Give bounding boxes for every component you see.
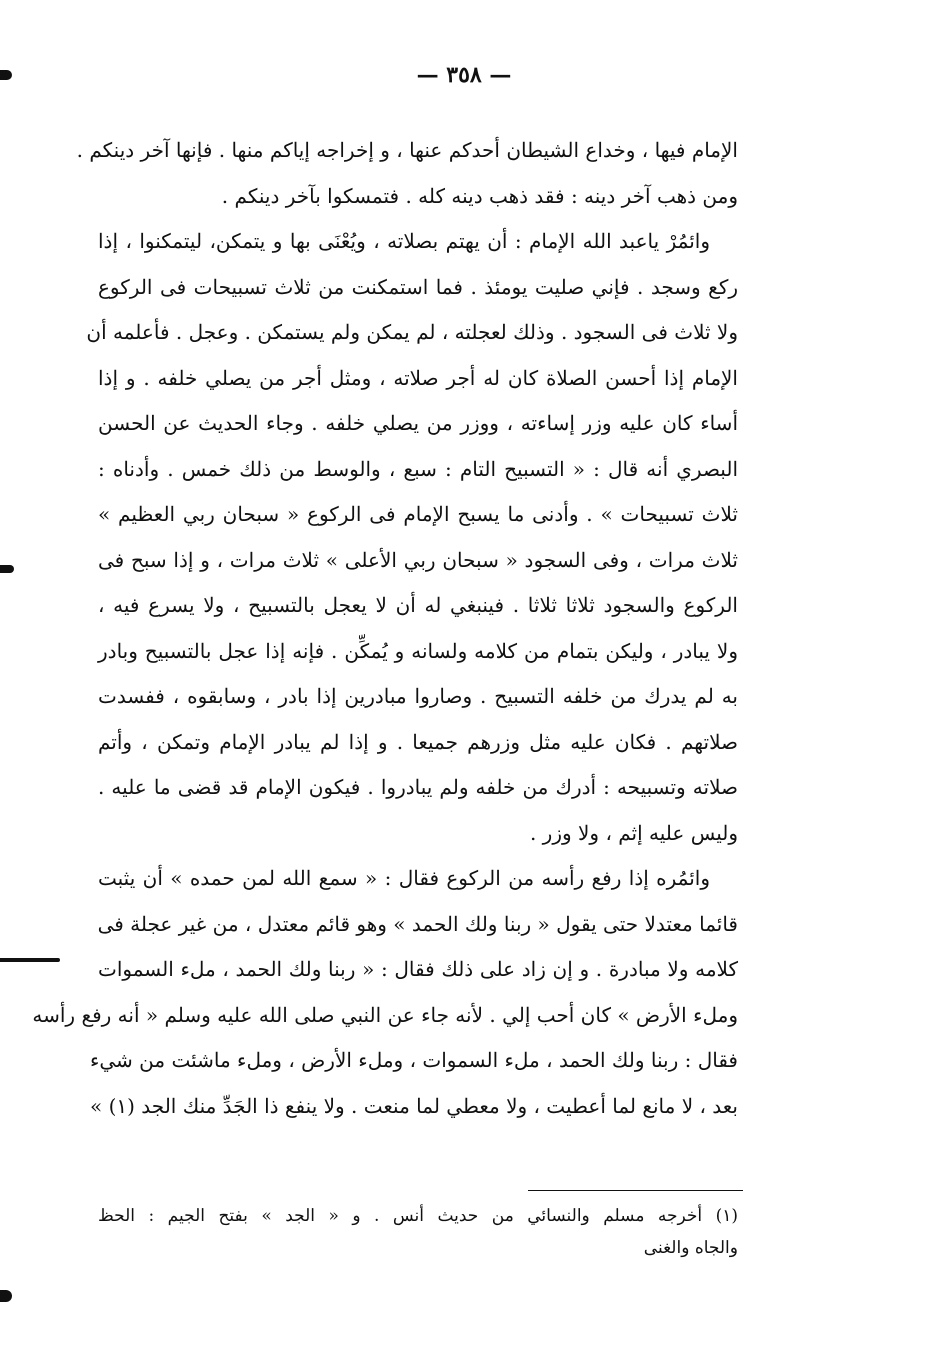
- scan-edge-mark: [0, 1290, 12, 1302]
- text-line: كلامه ولا مبادرة . و إن زاد على ذلك فقال : « ربنا ولك الحمد ، ملء السموات: [98, 957, 738, 981]
- scan-edge-mark: [0, 70, 12, 80]
- text-line: أساء كان عليه وزر إساءته ، ووزر من يصلي خلفه . وجاء الحديث عن الحسن: [98, 411, 738, 435]
- footnote-line: (١) أخرجه مسلم والنسائي من حديث أنس . و « الجد » بفتح الجيم : الحظ: [98, 1206, 738, 1226]
- text-line: وائمُرْ ياعبد الله الإمام : أن يهتم بصلاته ، ويُعْنَى بها و يتمكن، ليتمكنوا ، إذا: [98, 229, 710, 253]
- main-text: [32, 128, 738, 1129]
- text-line: الركوع والسجود ثلاثا ثلاثا . فينبغي له أن لا يعجل بالتسبيح ، ولا يسرع فيه ،: [98, 593, 738, 617]
- text-line: ومن ذهب آخر دينه : فقد ذهب دينه كله . فتمسكوا بآخر دينكم .: [221, 183, 738, 208]
- text-line: صلاته وتسبيحه : أدرك من خلفه ولم يبادروا . فيكون الإمام قد قضى ما عليه .: [98, 775, 738, 799]
- text-line: الإمام فيها ، وخداع الشيطان أحدكم عنها ، و إخراجه إياكم منها . فإنها آخر دينكم .: [76, 138, 738, 162]
- text-line: صلاتهم . فكان عليه مثل وزرهم جميعا . و إذا لم يبادر الإمام وتمكن ، وأتم: [98, 729, 738, 754]
- text-line: ثلاث مرات ، وفى السجود « سبحان ربي الأعلى » ثلاث مرات ، و إذا سبح فى: [98, 547, 738, 572]
- text-line: ثلاث تسبيحات » . وأدنى ما يسبح الإمام فى الركوع « سبحان ربي العظيم »: [98, 502, 738, 526]
- text-line: بعد ، لا مانع لما أعطيت ، ولا معطي لما منعت . ولا ينفع ذا الجَدِّ منك الجد (١) »: [89, 1093, 738, 1118]
- text-line: ولا ثلاث فى السجود . وذلك لعجلته ، لم يمكن ولم يستمكن . وعجل . فأعلمه أن: [86, 320, 738, 344]
- text-line: به لم يدرك من خلفه التسبيح . وصاروا مبادرين إذا بادر ، وسابقوه ، ففسدت: [98, 684, 738, 708]
- footnote: [98, 1200, 738, 1264]
- footnote-line: والجاه والغنى: [643, 1238, 738, 1258]
- text-line: فقال : ربنا ولك الحمد ، ملء السموات ، وملء الأرض ، وملء ماشئت من شيء: [89, 1048, 738, 1072]
- scan-edge-mark: [0, 958, 60, 962]
- text-line: وليس عليه إثم ، ولا وزر .: [529, 820, 738, 845]
- text-line: الإمام إذا أحسن الصلاة كان له أجر صلاته ، ومثل أجر من يصلي خلفه . و إذا: [98, 365, 738, 390]
- footnote-divider: [528, 1190, 743, 1191]
- text-line: ركع وسجد . فإني صليت يومئذ . فما استمكنت من ثلاث تسبيحات فى الركوع: [98, 274, 738, 299]
- text-line: البصري أنه قال : « التسبيح التام : سبع ، والوسط من ذلك خمس . وأدناه :: [98, 456, 738, 481]
- text-line: ولا يبادر ، وليكن بتمام من كلامه ولسانه و يُمكِّن . فإنه إذا عجل بالتسبيح وبادر: [98, 638, 738, 663]
- text-line: وائمُره إذا رفع رأسه من الركوع فقال : « سمع الله لمن حمده » أن يثبت: [98, 866, 710, 890]
- text-line: وملء الأرض » كان أحب إلي . لأنه جاء عن النبي صلى الله عليه وسلم « أنه رفع رأسه: [32, 1002, 738, 1027]
- page-number: — ٣٥٨ —: [416, 62, 512, 88]
- text-line: قائما معتدلا حتى يقول « ربنا ولك الحمد » وهو قائم معتدل ، من غير عجلة فى: [97, 911, 738, 936]
- scan-edge-mark: [0, 565, 14, 573]
